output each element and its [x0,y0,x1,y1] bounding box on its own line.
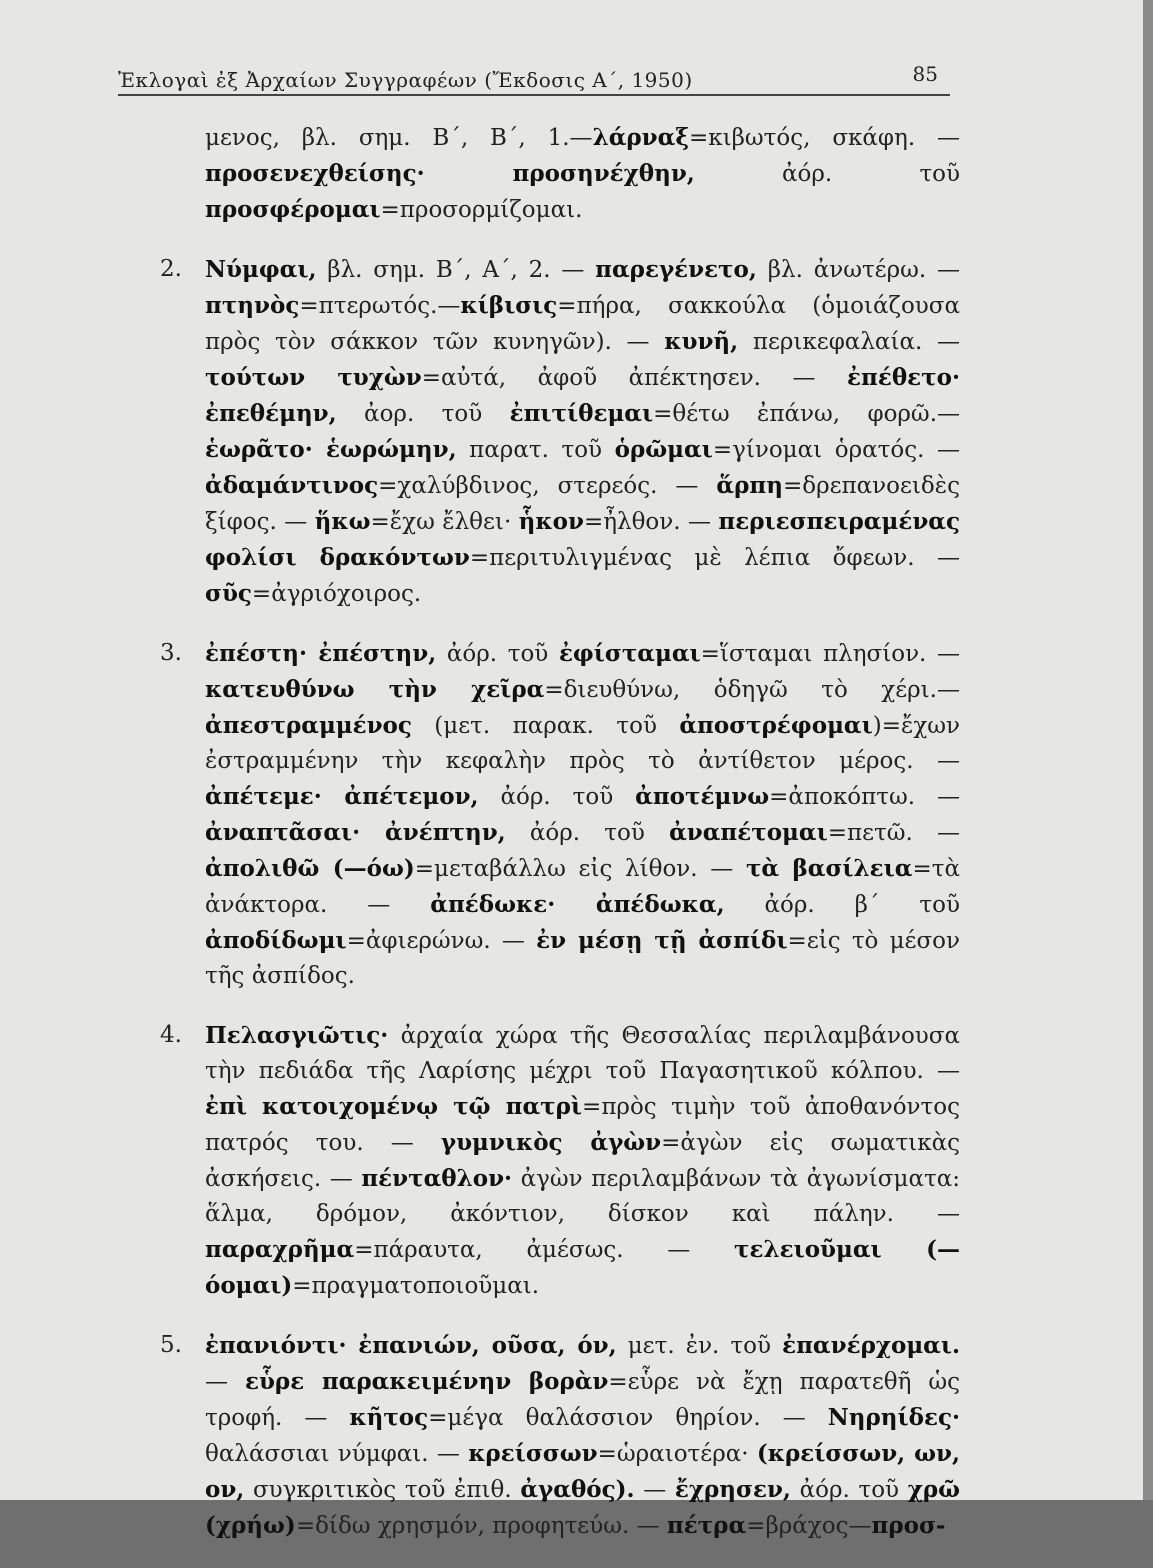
headword: ἧκον [518,508,584,535]
headword: κρείσσων [468,1440,598,1467]
headword: ὁρῶμαι [614,436,713,463]
gloss-text: =πρὸς τιμὴν τοῦ ἀποθανόντος πατρός του. — [205,1094,960,1156]
gloss-text: =χαλύβδινος, στερεός. — [378,473,717,499]
headword: κίβισις [460,292,558,319]
headword: πένταθλον· [361,1165,513,1192]
headword: ἐπιτίθεμαι [509,400,654,427]
gloss-text: =ἀφιερώνω. — [346,928,537,954]
glossary-content [160,120,960,1568]
headword: ἀποστρέφομαι [679,712,873,739]
gloss-text: βλ. σημ. Β΄, Α΄, 2. — [316,257,596,283]
page-header [118,62,950,96]
entry-number: 5. [160,1332,182,1358]
gloss-text: ἀόρ. τοῦ [505,820,670,846]
entry-text [205,1023,960,1299]
gloss-text: περικεφαλαία. — [738,329,960,355]
headword: ἀποτέμνω [635,783,770,810]
headword: πέτρα [666,1512,747,1539]
headword: ἀπολιθῶ (—όω) [205,855,415,882]
headword: ἀναπτᾶσαι· ἀνέπτην, [205,819,506,846]
headword: κῆτος [349,1404,429,1431]
headword: εὗρε παρακειμένην βορὰν [244,1368,609,1395]
headword: σῦς [205,580,252,607]
gloss-text: ἀορ. τοῦ [336,401,510,427]
entry-number: 3. [160,640,182,666]
headword: προσενεχθείσης· προσηνέχθην, [205,160,695,187]
glossary-entry [160,252,960,612]
page-number: 85 [912,62,938,86]
gloss-text: =ἦλθον. — [583,509,719,535]
gloss-text: =ἀγὼν εἰς σωματικὰς ἀσκήσεις. — [205,1130,960,1192]
headword: ἐν μέσῃ τῇ ἀσπίδι [536,927,788,954]
headword: παραχρῆμα [205,1236,355,1263]
entry-text [205,1333,960,1539]
gloss-text: =δρεπανοειδὲς ξίφος. — [205,473,960,535]
glossary-entry [160,1018,960,1304]
gloss-text: ἀόρ. τοῦ [790,1477,908,1503]
gloss-text: =ὡραιοτέρα· [597,1441,757,1467]
headword: λάρναξ [592,124,689,151]
gloss-text: =μέγα θαλάσσιον θηρίον. — [428,1405,828,1431]
entry-number: 2. [160,256,182,282]
gloss-text: =προσορμίζομαι. [380,197,583,223]
gloss-text: βλ. ἀνωτέρω. — [756,257,960,283]
headword: τελειοῦμαι (—όομαι) [205,1236,960,1299]
headword: ἀναπέτομαι [669,819,828,846]
gloss-text: =περιτυλιγμένας μὲ λέπια ὄφεων. — [469,545,960,571]
glossary-entry [160,120,960,228]
gloss-text: =εἰς τὸ μέσον τῆς ἀσπίδος. [205,928,960,989]
gloss-text: =ἵσταμαι πλησίον. — [700,641,961,667]
headword: ἔχρησεν, [674,1476,791,1503]
gloss-text: =πάραυτα, ἀμέσως. — [354,1237,735,1263]
headword: προσ- [871,1512,946,1539]
headword: ἀγαθός). [520,1476,635,1503]
gloss-text: — [205,1369,245,1395]
gloss-text: =αὐτά, ἀφοῦ ἀπέκτησεν. — [421,365,848,391]
headword: παρεγένετο, [595,256,757,283]
headword: κυνῆ, [664,328,739,355]
headword: ἀποδίδωμι [205,927,347,954]
headword: (κρείσσων, ων, ον, [205,1440,960,1503]
entry-text [205,257,960,607]
headword: ἑωρᾶτο· ἑωρώμην, [205,436,457,463]
gloss-text: συγκριτικὸς τοῦ ἐπιθ. [244,1477,521,1503]
headword: ἀπέτεμε· ἀπέτεμον, [205,783,479,810]
gloss-text: ἀόρ. τοῦ [436,641,559,667]
gloss-text: =ἔχω ἔλθει· [370,509,519,535]
gloss-text: =κιβωτός, σκάφη. — [688,125,961,151]
headword: τὰ βασίλεια [745,855,913,882]
glossary-entry [160,1328,960,1544]
headword: ἐπέστη· ἐπέστην, [205,640,437,667]
headword: ἐπὶ κατοιχομένῳ τῷ πατρὶ [205,1093,583,1120]
entry-text [205,641,960,989]
gloss-text: παρατ. τοῦ [456,437,615,463]
running-title: Ἐκλογαὶ ἐξ Ἀρχαίων Συγγραφέων (Ἔκδοσις Α΄, 1950) [118,68,693,92]
headword: γυμνικὸς ἀγὼν [440,1129,662,1156]
gloss-text: μετ. ἐν. τοῦ [616,1333,783,1359]
headword: πτηνὸς [205,292,300,319]
gloss-text: =δίδω χρησμόν, προφητεύω. — [295,1513,667,1539]
entry-text [205,125,960,223]
headword: ἀπεστραμμένος [205,712,412,739]
headword: κατευθύνω τὴν χεῖρα [205,676,545,703]
glossary-entry [160,636,960,994]
headword: ἀδαμάντινος [205,472,379,499]
headword: ἀπέδωκε· ἀπέδωκα, [430,891,725,918]
headword: περιεσπειραμένας φολίσι δρακόντων [205,508,960,571]
gloss-text: =ἀποκόπτω. — [769,784,960,810]
headword: ἐπανέρχομαι. [782,1332,960,1359]
gloss-text: ἀόρ. τοῦ [694,161,960,187]
headword: χρῶ (χρήω) [205,1476,961,1539]
gloss-text: =πραγματοποιοῦμαι. [292,1273,540,1299]
headword: ἐπανιόντι· ἐπανιών, οῦσα, όν, [205,1332,617,1359]
headword: ἐπέθετο· ἐπεθέμην, [205,364,960,427]
gloss-text: =πτερωτός.— [299,293,461,319]
entry-number: 4. [160,1022,182,1048]
gloss-text: =διευθύνω, ὁδηγῶ τὸ χέρι.— [544,677,960,703]
gloss-text: =τὰ ἀνάκτορα. — [205,856,960,918]
gloss-text: — [634,1477,675,1503]
gloss-text: =γίνομαι ὁρατός. — [712,437,960,463]
gloss-text: =θέτω ἐπάνω, φορῶ.— [653,401,961,427]
gloss-text: ἀρχαία χώρα τῆς Θεσσαλίας περιλαμβάνουσα τὴν πεδιάδα τῆς Λαρίσης μέχρι τοῦ Παγασητικοῦ κόλπου. — [205,1023,960,1084]
gloss-text: θαλάσσιαι νύμφαι. — [205,1441,469,1467]
headword: Νύμφαι, [205,256,317,283]
gloss-text: =βράχος— [746,1513,872,1539]
gloss-text: ἀόρ. τοῦ [478,784,636,810]
headword: Νηρηίδες· [827,1404,960,1431]
gloss-text: =εὗρε νὰ ἔχῃ παρατεθῆ ὡς τροφή. — [205,1369,961,1431]
headword: Πελασγιῶτις· [205,1022,389,1049]
gloss-text: (μετ. παρακ. τοῦ [411,713,680,739]
headword: προσφέρομαι [205,196,381,223]
gloss-text: μενος, βλ. σημ. Β΄, Β΄, 1.— [205,125,593,151]
headword: ἥκω [314,508,371,535]
scan-edge [1143,0,1153,1500]
gloss-text: ἀόρ. β΄ τοῦ [724,892,960,918]
gloss-text: =πήρα, σακκούλα (ὁμοιάζουσα πρὸς τὸν σάκκον τῶν κυνηγῶν). — [205,293,960,355]
gloss-text: )=ἔχων ἐστραμμένην τὴν κεφαλὴν πρὸς τὸ ἀντίθετον μέρος. — [205,713,960,774]
headword: τούτων τυχὼν [205,364,422,391]
gloss-text: ἀγὼν περιλαμβάνων τὰ ἀγωνίσματα: ἅλμα, δρόμον, ἀκόντιον, δίσκον καὶ πάλην. — [205,1166,960,1227]
gloss-text: =πετῶ. — [827,820,961,846]
gloss-text: =μεταβάλλω εἰς λίθον. — [414,856,746,882]
gloss-text: =ἀγριόχοιρος. [251,581,422,607]
headword: ἅρπη [716,472,783,499]
headword: ἐφίσταμαι [558,640,701,667]
